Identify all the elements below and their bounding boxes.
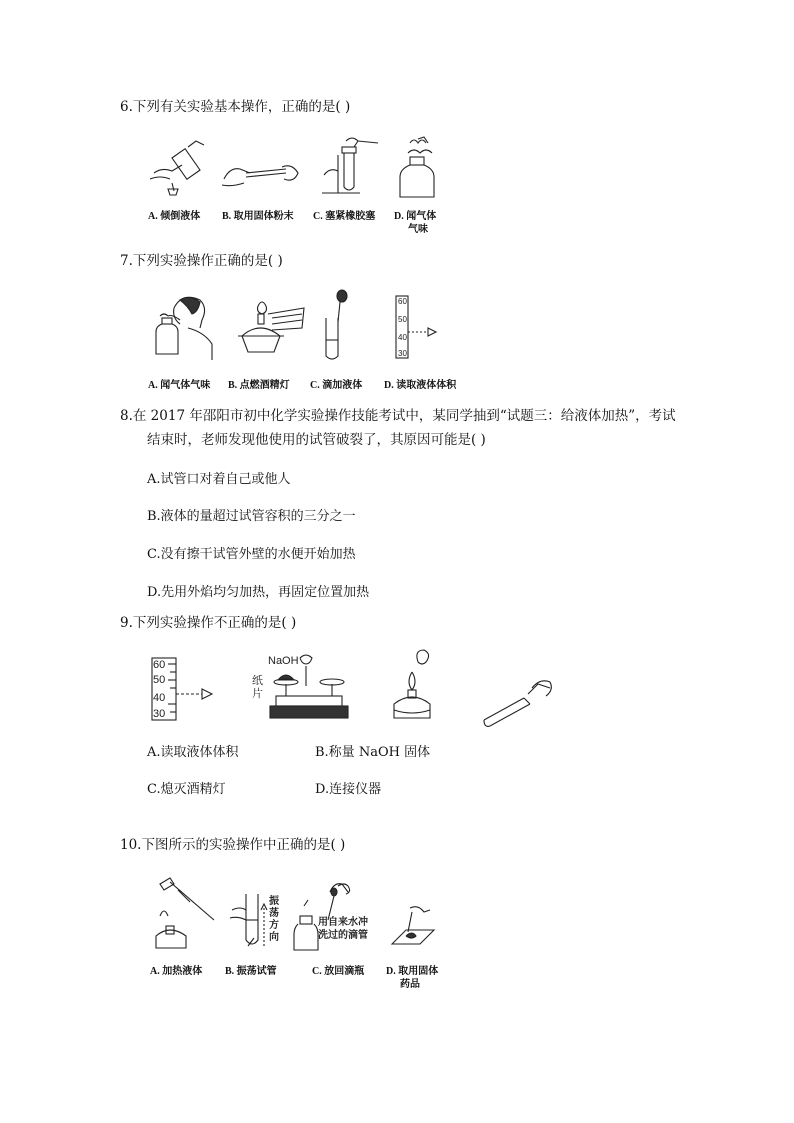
q10-shake-label-2: 荡: [269, 908, 279, 919]
q10-illustration-dropper-bottle-icon: [288, 872, 388, 956]
q7-scale-30: 30: [398, 349, 407, 358]
q7-illustration-dropper-icon: [320, 288, 356, 364]
q10-caption-b: B. 振荡试管: [225, 966, 277, 977]
q8-option-b: B.液体的量超过试管容积的三分之一: [147, 509, 356, 524]
question-7-stem: 7.下列实验操作正确的是( ): [120, 253, 283, 269]
q6-illustration-stopper-icon: [320, 135, 382, 201]
q9-scale-60: 60: [153, 659, 166, 671]
q10-caption-a: A. 加热液体: [150, 966, 203, 977]
q9-option-b: B.称量 NaOH 固体: [315, 745, 431, 760]
q6-caption-d-line2: 气味: [408, 224, 428, 235]
q10-caption-d-line2: 药品: [400, 979, 420, 990]
q10-shake-label-4: 向: [269, 932, 279, 943]
q9-scale-50: 50: [153, 674, 166, 686]
q10-illustration-shake-icon: [226, 890, 284, 954]
q10-rinse-label-2: 洗过的滴管: [318, 930, 368, 941]
q9-scale-30: 30: [153, 708, 166, 720]
q9-scale-40: 40: [153, 692, 166, 704]
q9-illustration-lamp-icon: [384, 648, 438, 726]
question-9-stem: 9.下列实验操作不正确的是( ): [120, 615, 297, 631]
q6-illustration-smell-icon: [396, 135, 440, 201]
q9-option-d: D.连接仪器: [315, 782, 382, 797]
q7-caption-c: C. 滴加液体: [310, 380, 363, 391]
q7-illustration-smell-icon: [152, 294, 216, 360]
q10-caption-c: C. 放回滴瓶: [312, 966, 365, 977]
q7-illustration-cylinder-icon: [392, 292, 452, 362]
question-6-stem: 6.下列有关实验基本操作，正确的是( ): [120, 99, 351, 115]
q8-option-c: C.没有擦干试管外壁的水便开始加热: [147, 547, 356, 562]
q9-paper-label-1: 纸: [252, 675, 263, 687]
q10-rinse-label-1: 用自来水冲: [318, 917, 368, 928]
q7-scale-60: 60: [398, 297, 407, 306]
q8-option-d: D.先用外焰均匀加热，再固定位置加热: [147, 585, 370, 600]
q9-illustration-cylinder-icon: [150, 656, 220, 724]
q6-caption-a: A. 倾倒液体: [148, 211, 201, 222]
q10-illustration-heating-icon: [148, 876, 218, 956]
q7-caption-a: A. 闻气体气味: [148, 380, 211, 391]
q9-paper-label-2: 片: [252, 688, 263, 700]
q7-scale-40: 40: [398, 333, 407, 342]
q9-illustration-connect-icon: [480, 670, 556, 726]
q10-shake-label-3: 方: [269, 920, 279, 931]
q6-illustration-powder-icon: [220, 155, 302, 195]
q6-caption-c: C. 塞紧橡胶塞: [313, 211, 376, 222]
q9-option-c: C.熄灭酒精灯: [147, 782, 226, 797]
q7-caption-d: D. 读取液体体积: [384, 380, 457, 391]
question-10-stem: 10.下图所示的实验操作中正确的是( ): [120, 837, 346, 853]
q6-caption-b: B. 取用固体粉末: [222, 211, 294, 222]
q7-illustration-lamp-icon: [232, 296, 306, 362]
q10-caption-d: D. 取用固体: [386, 966, 439, 977]
q7-caption-b: B. 点燃酒精灯: [228, 380, 290, 391]
question-8-stem-line2: 结束时，老师发现他使用的试管破裂了，其原因可能是( ): [147, 432, 486, 448]
q10-shake-label-1: 振: [269, 896, 279, 907]
q10-illustration-solid-icon: [390, 904, 442, 954]
q9-illustration-balance-icon: [250, 650, 358, 726]
q6-illustration-pouring-icon: [148, 135, 208, 203]
q6-caption-d: D. 闻气体: [394, 211, 437, 222]
q7-scale-50: 50: [398, 315, 407, 324]
q9-naoh-label: NaOH: [268, 655, 299, 667]
q9-option-a: A.读取液体体积: [147, 745, 239, 760]
q8-option-a: A.试管口对着自己或他人: [147, 472, 291, 487]
question-8-stem-line1: 8.在 2017 年邵阳市初中化学实验操作技能考试中，某同学抽到“试题三：给液体加热”，考试: [120, 408, 676, 424]
